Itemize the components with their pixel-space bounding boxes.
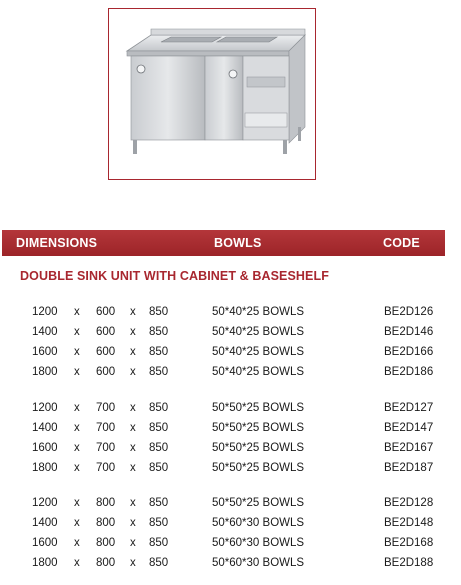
bowls-value: 50*40*25 BOWLS: [212, 366, 305, 378]
depth-value: 700: [96, 462, 116, 474]
table-row: [0, 557, 461, 573]
width-value: 1600: [32, 346, 58, 358]
product-code: BE2D147: [384, 422, 434, 434]
bowls-value: 50*40*25 BOWLS: [212, 346, 305, 358]
width-value: 1800: [32, 462, 58, 474]
header-bowls: BOWLS: [214, 236, 262, 250]
table-row: [0, 537, 461, 553]
dimension-separator: x: [74, 402, 80, 414]
product-code: BE2D168: [384, 537, 434, 549]
depth-value: 800: [96, 537, 116, 549]
table-row: [0, 462, 461, 478]
bowls-value: 50*40*25 BOWLS: [212, 326, 305, 338]
width-value: 1800: [32, 557, 58, 569]
dimension-separator: x: [74, 557, 80, 569]
depth-value: 600: [96, 366, 116, 378]
product-code: BE2D126: [384, 306, 434, 318]
table-header: [2, 230, 445, 256]
table-row: [0, 422, 461, 438]
height-value: 850: [149, 402, 169, 414]
table-row: [0, 442, 461, 458]
width-value: 1800: [32, 366, 58, 378]
double-sink-unit-illustration: [109, 9, 314, 178]
bowls-value: 50*60*30 BOWLS: [212, 537, 305, 549]
depth-value: 600: [96, 306, 116, 318]
dimension-separator: x: [74, 442, 80, 454]
depth-value: 800: [96, 497, 116, 509]
table-row: [0, 326, 461, 342]
width-value: 1200: [32, 497, 58, 509]
product-code: BE2D188: [384, 557, 434, 569]
table-row: [0, 517, 461, 533]
dimension-separator: x: [130, 306, 136, 318]
width-value: 1200: [32, 306, 58, 318]
product-image-frame: [108, 8, 316, 180]
width-value: 1200: [32, 402, 58, 414]
bowls-value: 50*50*25 BOWLS: [212, 422, 305, 434]
header-code: CODE: [383, 236, 420, 250]
dimension-separator: x: [130, 442, 136, 454]
dimension-separator: x: [130, 537, 136, 549]
height-value: 850: [149, 306, 169, 318]
dimension-separator: x: [74, 462, 80, 474]
section-title: DOUBLE SINK UNIT WITH CABINET & BASESHELF: [20, 269, 329, 283]
dimension-separator: x: [130, 422, 136, 434]
product-code: BE2D127: [384, 402, 434, 414]
depth-value: 700: [96, 422, 116, 434]
bowls-value: 50*50*25 BOWLS: [212, 462, 305, 474]
width-value: 1600: [32, 442, 58, 454]
width-value: 1400: [32, 517, 58, 529]
product-code: BE2D186: [384, 366, 434, 378]
height-value: 850: [149, 326, 169, 338]
dimension-separator: x: [130, 557, 136, 569]
table-row: [0, 306, 461, 322]
bowls-value: 50*60*30 BOWLS: [212, 517, 305, 529]
dimension-separator: x: [74, 306, 80, 318]
height-value: 850: [149, 517, 169, 529]
product-code: BE2D128: [384, 497, 434, 509]
bowls-value: 50*50*25 BOWLS: [212, 442, 305, 454]
dimension-separator: x: [130, 462, 136, 474]
dimension-separator: x: [74, 517, 80, 529]
depth-value: 800: [96, 517, 116, 529]
table-row: [0, 497, 461, 513]
dimension-separator: x: [130, 497, 136, 509]
height-value: 850: [149, 462, 169, 474]
product-code: BE2D146: [384, 326, 434, 338]
bowls-value: 50*50*25 BOWLS: [212, 497, 305, 509]
dimension-separator: x: [130, 517, 136, 529]
product-code: BE2D167: [384, 442, 434, 454]
product-code: BE2D148: [384, 517, 434, 529]
dimension-separator: x: [74, 537, 80, 549]
width-value: 1400: [32, 326, 58, 338]
depth-value: 600: [96, 346, 116, 358]
dimension-separator: x: [74, 497, 80, 509]
product-code: BE2D166: [384, 346, 434, 358]
dimension-separator: x: [74, 346, 80, 358]
height-value: 850: [149, 346, 169, 358]
height-value: 850: [149, 442, 169, 454]
dimension-separator: x: [130, 346, 136, 358]
width-value: 1600: [32, 537, 58, 549]
table-row: [0, 366, 461, 382]
table-row: [0, 346, 461, 362]
header-dimensions: DIMENSIONS: [16, 236, 98, 250]
table-row: [0, 402, 461, 418]
dimension-separator: x: [130, 402, 136, 414]
depth-value: 700: [96, 442, 116, 454]
depth-value: 800: [96, 557, 116, 569]
product-code: BE2D187: [384, 462, 434, 474]
dimension-separator: x: [74, 326, 80, 338]
bowls-value: 50*40*25 BOWLS: [212, 306, 305, 318]
height-value: 850: [149, 557, 169, 569]
bowls-value: 50*60*30 BOWLS: [212, 557, 305, 569]
bowls-value: 50*50*25 BOWLS: [212, 402, 305, 414]
dimension-separator: x: [74, 422, 80, 434]
dimension-separator: x: [130, 326, 136, 338]
width-value: 1400: [32, 422, 58, 434]
dimension-separator: x: [130, 366, 136, 378]
depth-value: 700: [96, 402, 116, 414]
depth-value: 600: [96, 326, 116, 338]
dimension-separator: x: [74, 366, 80, 378]
height-value: 850: [149, 422, 169, 434]
height-value: 850: [149, 537, 169, 549]
height-value: 850: [149, 366, 169, 378]
height-value: 850: [149, 497, 169, 509]
